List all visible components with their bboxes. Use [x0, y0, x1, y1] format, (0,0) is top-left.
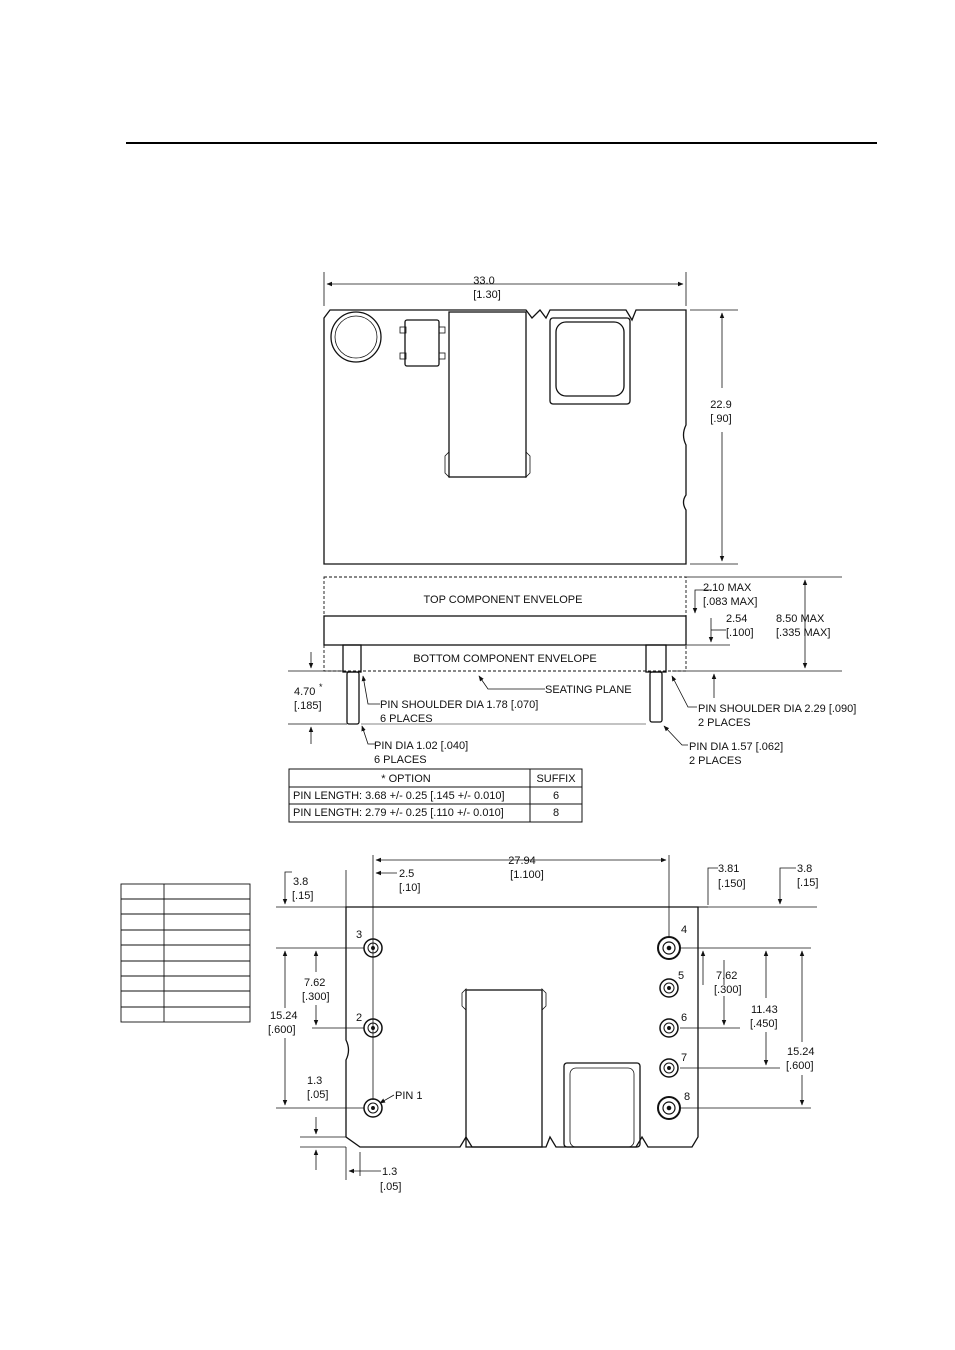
shoulder-small-places: 6 PLACES	[380, 713, 433, 725]
pin-2-label: 2	[356, 1012, 363, 1024]
height-dim-in: [.90]	[710, 413, 732, 425]
pin-span-dim: 27.94	[508, 855, 536, 867]
left-span-dim: 15.24	[270, 1010, 298, 1022]
pin-5	[660, 979, 678, 997]
right-pitch-dim-in: [.300]	[714, 984, 742, 996]
right-span-dim-in: [.600]	[786, 1060, 814, 1072]
suffix-row-1: 6	[552, 790, 560, 802]
bottom-edge-dim-in: [.05]	[307, 1089, 329, 1101]
pin-small-label: PIN DIA 1.02 [.040]	[374, 740, 469, 752]
left-pitch-dim: 7.62	[304, 977, 326, 989]
left-pitch-dim-in: [.300]	[302, 991, 330, 1003]
pin-length-dim-in: [.185]	[294, 700, 322, 712]
pin-5-label: 5	[678, 970, 685, 982]
left-edge-dim: 3.8	[293, 876, 309, 888]
right-mid-dim: 11.43	[751, 1004, 778, 1016]
round-capacitor	[331, 312, 381, 362]
board-thickness-dim-in: [.100]	[726, 627, 754, 639]
shoulder-large-places: 2 PLACES	[698, 717, 751, 729]
pin-offset-dim: 2.5	[399, 868, 415, 880]
top-edge-dim-in: [.15]	[797, 877, 819, 889]
inductor-footprint	[564, 1063, 640, 1147]
top-view-dim-height	[690, 310, 738, 564]
shoulder-large-label: PIN SHOULDER DIA 2.29 [.090]	[698, 703, 857, 715]
top-view	[324, 272, 686, 564]
transformer	[449, 312, 526, 477]
height-dim: 22.9	[710, 399, 732, 411]
overall-height-dim: 8.50 MAX	[776, 613, 825, 625]
pin-8-label: 8	[684, 1091, 691, 1103]
right-pin	[650, 672, 662, 722]
right-offset-dim-in: [.150]	[718, 878, 746, 890]
bottom-board-outline	[346, 907, 698, 1147]
bottom-view	[346, 907, 698, 1147]
shoulder-small-label: PIN SHOULDER DIA 1.78 [.070]	[380, 699, 539, 711]
left-pin	[347, 672, 359, 724]
bottom-envelope-label: BOTTOM COMPONENT ENVELOPE	[413, 653, 597, 665]
suffix-row-2: 8	[552, 807, 560, 819]
corner-dim: 1.3	[382, 1166, 398, 1178]
pin-7	[660, 1059, 678, 1077]
pin-4	[658, 937, 680, 959]
corner-dim-in: [.05]	[380, 1181, 402, 1193]
bottom-edge-dim: 1.3	[307, 1075, 323, 1087]
right-pitch-dim: 7.62	[716, 970, 738, 982]
left-span-dim-in: [.600]	[268, 1024, 296, 1036]
pin-1-label: PIN 1	[395, 1090, 423, 1102]
pin-small-places: 6 PLACES	[374, 754, 427, 766]
left-edge-dim-in: [.15]	[292, 890, 314, 902]
board-edge	[324, 616, 686, 645]
pin-3-label: 3	[356, 929, 363, 941]
pin-length-star: *	[319, 682, 323, 692]
right-mid-dim-in: [.450]	[750, 1018, 778, 1030]
top-edge-dim: 3.8	[797, 863, 813, 875]
pin-offset-dim-in: [.10]	[399, 882, 421, 894]
width-dim-in: [1.30]	[473, 289, 501, 301]
right-offset-dim: 3.81	[718, 863, 740, 875]
right-span-dim: 15.24	[787, 1046, 815, 1058]
right-pin-shoulder	[646, 645, 666, 672]
option-row-1: PIN LENGTH: 3.68 +/- 0.25 [.145 +/- 0.010]	[293, 790, 505, 802]
pin-1	[364, 1099, 382, 1117]
pin-8	[658, 1097, 680, 1119]
width-dim: 33.0	[473, 275, 495, 287]
inductor	[550, 318, 630, 404]
seating-plane-label: SEATING PLANE	[545, 684, 632, 696]
pin-large-label: PIN DIA 1.57 [.062]	[689, 741, 784, 753]
top-envelope-label: TOP COMPONENT ENVELOPE	[423, 594, 583, 606]
option-row-2: PIN LENGTH: 2.79 +/- 0.25 [.110 +/- 0.010]	[293, 807, 504, 819]
left-pin-shoulder	[343, 645, 361, 672]
top-envelope-dim: 2.10 MAX	[703, 582, 752, 594]
pin-6-label: 6	[681, 1012, 688, 1024]
pin-span-dim-in: [1.100]	[510, 869, 544, 881]
overall-height-dim-in: [.335 MAX]	[776, 627, 831, 639]
pin-length-dim: 4.70	[294, 686, 316, 698]
pin-6	[660, 1019, 678, 1037]
top-envelope-dim-in: [.083 MAX]	[703, 596, 758, 608]
pin-4-label: 4	[681, 924, 688, 936]
transformer-footprint	[466, 990, 542, 1147]
option-header: * OPTION	[381, 773, 431, 785]
pin-7-label: 7	[681, 1052, 688, 1064]
board-thickness-dim: 2.54	[726, 613, 748, 625]
small-component	[405, 320, 439, 366]
pin-large-places: 2 PLACES	[689, 755, 742, 767]
suffix-header: SUFFIX	[536, 773, 576, 785]
pinout-table	[121, 884, 250, 1022]
